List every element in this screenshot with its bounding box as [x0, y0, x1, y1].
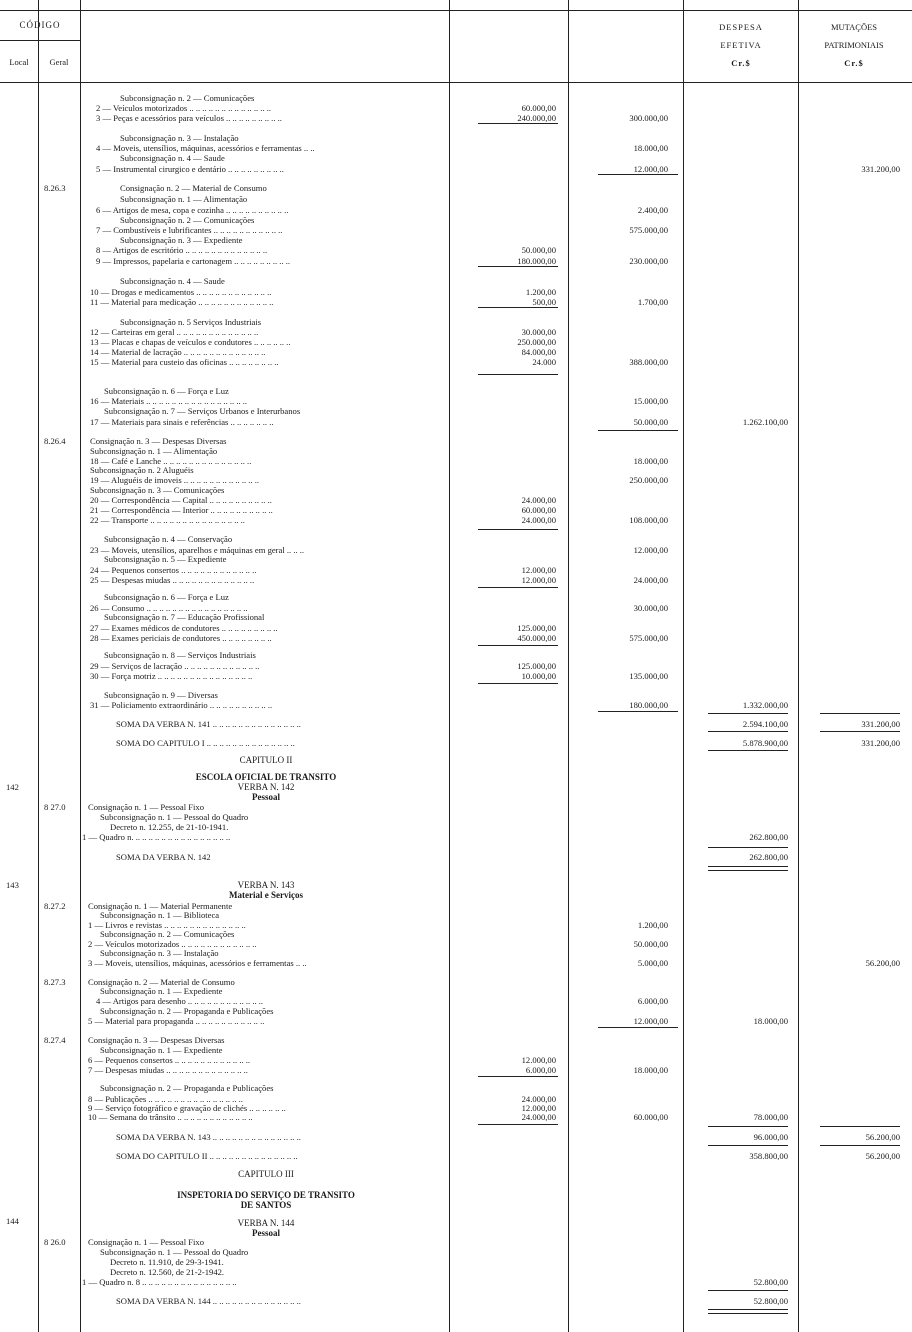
row-description: 6 — Artigos de mesa, copa e cozinha .. .. .. .. .. .. .. .. .. ..: [96, 205, 289, 215]
row-description: 7 — Despesas miudas .. .. .. .. .. .. .. .. .. .. .. .. ..: [88, 1065, 248, 1075]
row-item-value: 24.000,00: [521, 495, 556, 505]
row-description: SOMA DA VERBA N. 143 .. .. .. .. .. .. .. .. .. .. .. .. .. ..: [116, 1132, 301, 1142]
row-despesa-value: 78.000,00: [753, 1112, 788, 1122]
row-item-value: 24.000,00: [521, 515, 556, 525]
row-item-value: 12.000,00: [521, 1055, 556, 1065]
section-title: CAPITULO III: [238, 1169, 294, 1179]
row-description: Subconsignação n. 1 — Expediente: [100, 986, 223, 996]
row-description: Consignação n. 1 — Material Permanente: [88, 901, 233, 911]
row-description: 24 — Pequenos consertos .. .. .. .. .. .. .. .. .. .. .. ..: [90, 565, 257, 575]
row-description: 22 — Transporte .. .. .. .. .. .. .. .. .. .. .. .. .. .. ..: [90, 515, 245, 525]
row-description: Subconsignação n. 1 — Alimentação: [120, 194, 248, 204]
row-subtotal-value: 575.000,00: [629, 633, 668, 643]
subtotal-rule: [820, 1126, 900, 1127]
row-subtotal-value: 18.000,00: [633, 456, 668, 466]
row-subtotal-value: 575.000,00: [629, 225, 668, 235]
row-subtotal-value: 1.200,00: [637, 920, 668, 930]
row-description: 23 — Moveis, utensílios, aparelhos e máquinas em geral .. .. ..: [90, 545, 305, 555]
row-mutacoes-value: 56.200,00: [865, 1151, 900, 1161]
row-description: 4 — Moveis, utensílios, máquinas, acessórios e ferramentas .. ..: [96, 143, 315, 153]
subtotal-rule: [708, 1313, 788, 1314]
header-mutacoes-2: PATRIMONIAIS: [824, 40, 884, 50]
row-description: SOMA DA VERBA N. 141 .. .. .. .. .. .. .. .. .. .. .. .. .. ..: [116, 719, 301, 729]
row-subtotal-value: 50.000,00: [633, 939, 668, 949]
row-subtotal-value: 12.000,00: [633, 545, 668, 555]
row-item-value: 125.000,00: [517, 661, 556, 671]
row-despesa-value: 1.262.100,00: [742, 417, 788, 427]
row-item-value: 250.000,00: [517, 337, 556, 347]
row-description: 9 — Serviço fotográfico e gravação de clichés .. .. .. .. .. ..: [88, 1103, 286, 1113]
row-description: Subconsignação n. 3 — Expediente: [120, 235, 243, 245]
row-geral-code: 8.26.4: [44, 436, 66, 446]
ledger-row: [0, 1112, 912, 1123]
row-subtotal-value: 15.000,00: [633, 396, 668, 406]
row-description: 29 — Serviços de lacração .. .. .. .. .. .. .. .. .. .. .. ..: [90, 661, 260, 671]
ledger-row: [0, 297, 912, 308]
row-description: 6 — Pequenos consertos .. .. .. .. .. .. .. .. .. .. .. ..: [88, 1055, 251, 1065]
local-code: 142: [6, 782, 19, 792]
row-subtotal-value: 18.000,00: [633, 1065, 668, 1075]
row-mutacoes-value: 331.200,00: [861, 164, 900, 174]
row-description: 15 — Material para custeio das oficinas .. .. .. .. .. .. .. ..: [90, 357, 279, 367]
row-description: 11 — Material para medicação .. .. .. .. .. .. .. .. .. .. .. ..: [90, 297, 274, 307]
subtotal-rule: [708, 847, 788, 848]
row-description: 8 — Publicações .. .. .. .. .. .. .. .. .. .. .. .. .. .. ..: [88, 1094, 243, 1104]
row-item-value: 1.200,00: [525, 287, 556, 297]
ledger-row: [0, 245, 912, 256]
row-description: Consignação n. 2 — Material de Consumo: [88, 977, 235, 987]
row-despesa-value: 52.800,00: [753, 1296, 788, 1306]
row-description: 7 — Combustíveis e lubrificantes .. .. .. .. .. .. .. .. .. .. ..: [96, 225, 283, 235]
row-item-value: 12.000,00: [521, 1103, 556, 1113]
row-subtotal-value: 60.000,00: [633, 1112, 668, 1122]
row-description: 3 — Moveis, utensílios, máquinas, acessórios e ferramentas .. ..: [88, 958, 307, 968]
row-item-value: 450.000,00: [517, 633, 556, 643]
ledger-row: [0, 575, 912, 586]
ledger-row: [0, 1132, 912, 1143]
ledger-row: [0, 852, 912, 863]
subtotal-rule: [708, 731, 788, 732]
subtotal-rule: [820, 1145, 900, 1146]
row-item-value: 60.000,00: [521, 505, 556, 515]
row-description: 1 — Quadro n. .. .. .. .. .. .. .. .. .. .. .. .. .. .. ..: [82, 832, 231, 842]
row-description: Subconsignação n. 5 — Expediente: [104, 554, 227, 564]
row-description: 5 — Instrumental cirurgico e dentário .. .. .. .. .. .. .. .. ..: [96, 164, 284, 174]
row-description: SOMA DA VERBA N. 142: [116, 852, 211, 862]
row-subtotal-value: 300.000,00: [629, 113, 668, 123]
row-despesa-value: 52.800,00: [753, 1277, 788, 1287]
row-despesa-value: 18.000,00: [753, 1016, 788, 1026]
row-subtotal-value: 135.000,00: [629, 671, 668, 681]
row-description: 2 — Veículos motorizados .. .. .. .. .. .. .. .. .. .. .. .. ..: [96, 103, 272, 113]
row-subtotal-value: 1.700,00: [637, 297, 668, 307]
section-title: VERBA N. 142: [237, 782, 295, 792]
row-description: Consignação n. 1 — Pessoal Fixo: [88, 802, 205, 812]
row-description: 3 — Peças e acessórios para veículos .. .. .. .. .. .. .. .. ..: [96, 113, 282, 123]
row-description: Consignação n. 1 — Pessoal Fixo: [88, 1237, 205, 1247]
row-subtotal-value: 12.000,00: [633, 1016, 668, 1026]
row-item-value: 6.000,00: [525, 1065, 556, 1075]
row-item-value: 12.000,00: [521, 575, 556, 585]
subtotal-rule: [478, 529, 558, 530]
row-geral-code: 8.27.2: [44, 901, 66, 911]
header-mutacoes-1: MUTAÇÕES: [830, 22, 878, 32]
row-description: 4 — Artigos para desenho .. .. .. .. .. .. .. .. .. .. .. ..: [96, 996, 264, 1006]
row-subtotal-value: 250.000,00: [629, 475, 668, 485]
header-despesa-1: DESPESA: [719, 22, 763, 32]
ledger-row: [0, 700, 912, 711]
subtotal-rule: [478, 307, 558, 308]
row-description: Subconsignação n. 1 — Alimentação: [90, 446, 218, 456]
row-item-value: 24.000,00: [521, 1094, 556, 1104]
row-description: Subconsignação n. 4 — Saude: [120, 153, 225, 163]
local-code: 144: [6, 1216, 19, 1226]
ledger-row: [0, 1151, 912, 1162]
subtotal-rule: [598, 1027, 678, 1028]
header-despesa-3: Cr.$: [731, 58, 751, 68]
ledger-row: [0, 153, 912, 164]
row-description: Subconsignação n. 2 Aluguéis: [90, 465, 194, 475]
row-description: 27 — Exames médicos de condutores .. .. .. .. .. .. .. .. ..: [90, 623, 278, 633]
ledger-row: [0, 633, 912, 644]
row-geral-code: 8 26.0: [44, 1237, 66, 1247]
ledger-row: [0, 650, 912, 661]
subtotal-rule: [478, 1124, 558, 1125]
row-geral-code: 8.26.3: [44, 183, 66, 193]
row-description: Subconsignação n. 2 — Comunicações: [100, 929, 235, 939]
row-description: 31 — Policiamento extraordinário .. .. .. .. .. .. .. .. .. ..: [90, 700, 273, 710]
row-item-value: 240.000,00: [517, 113, 556, 123]
ledger-row: [0, 554, 912, 565]
section-title: INSPETORIA DO SERVIÇO DE TRANSITO: [177, 1190, 355, 1200]
ledger-row: [0, 719, 912, 730]
row-subtotal-value: 50.000,00: [633, 417, 668, 427]
ledger-row: [0, 1016, 912, 1027]
row-subtotal-value: 180.000,00: [629, 700, 668, 710]
row-description: 10 — Semana do trânsito .. .. .. .. .. .. .. .. .. .. .. ..: [88, 1112, 253, 1122]
row-description: 10 — Drogas e medicamentos .. .. .. .. .. .. .. .. .. .. .. ..: [90, 287, 272, 297]
ledger-row: [0, 1277, 912, 1288]
row-subtotal-value: 108.000,00: [629, 515, 668, 525]
ledger-row: [0, 958, 912, 969]
row-despesa-value: 262.800,00: [749, 852, 788, 862]
row-despesa-value: 358.800,00: [749, 1151, 788, 1161]
section-title: ESCOLA OFICIAL DE TRANSITO: [195, 772, 337, 782]
row-mutacoes-value: 56.200,00: [865, 958, 900, 968]
subtotal-rule: [708, 713, 788, 714]
subtotal-rule: [478, 374, 558, 375]
row-item-value: 24.000: [532, 357, 556, 367]
section-title: DE SANTOS: [240, 1200, 292, 1210]
row-subtotal-value: 388.000,00: [629, 357, 668, 367]
subtotal-rule: [708, 870, 788, 871]
row-item-value: 500,00: [532, 297, 556, 307]
row-description: Subconsignação n. 1 — Expediente: [100, 1045, 223, 1055]
header-local: Local: [9, 57, 29, 67]
row-despesa-value: 96.000,00: [753, 1132, 788, 1142]
row-description: 19 — Aluguéis de imoveis .. .. .. .. .. .. .. .. .. .. .. ..: [90, 475, 260, 485]
header-codigo: CÓDIGO: [19, 20, 61, 30]
ledger-row: [0, 1083, 912, 1094]
ledger-row: [0, 738, 912, 749]
subtotal-rule: [708, 866, 788, 867]
row-subtotal-value: 12.000,00: [633, 164, 668, 174]
row-description: Decreto n. 12.560, de 21-2-1942.: [110, 1267, 225, 1277]
row-mutacoes-value: 56.200,00: [865, 1132, 900, 1142]
subtotal-rule: [598, 430, 678, 431]
row-description: 17 — Materiais para sinais e referências .. .. .. .. .. .. ..: [90, 417, 274, 427]
ledger-row: [0, 1296, 912, 1307]
row-subtotal-value: 230.000,00: [629, 256, 668, 266]
header-geral: Geral: [49, 57, 69, 67]
row-item-value: 50.000,00: [521, 245, 556, 255]
row-description: 18 — Café e Lanche .. .. .. .. .. .. .. .. .. .. .. .. .. ..: [90, 456, 252, 466]
row-description: Subconsignação n. 7 — Educação Profissional: [104, 612, 265, 622]
ledger-row: [0, 1065, 912, 1076]
row-description: Consignação n. 3 — Despesas Diversas: [90, 436, 227, 446]
subtotal-rule: [478, 1076, 558, 1077]
row-description: Subconsignação n. 2 — Propaganda e Publicações: [100, 1006, 274, 1016]
header-rule-codigo: [0, 40, 80, 41]
row-item-value: 10.000,00: [521, 671, 556, 681]
row-subtotal-value: 5.000,00: [637, 958, 668, 968]
subtotal-rule: [598, 174, 678, 175]
section-title: Pessoal: [252, 792, 280, 802]
ledger-row: [0, 194, 912, 205]
row-item-value: 180.000,00: [517, 256, 556, 266]
ledger-row: [0, 113, 912, 124]
section-title: VERBA N. 143: [237, 880, 295, 890]
row-subtotal-value: 18.000,00: [633, 143, 668, 153]
row-geral-code: 8.27.4: [44, 1035, 66, 1045]
row-description: Subconsignação n. 3 — Instalação: [120, 133, 239, 143]
subtotal-rule: [478, 123, 558, 124]
subtotal-rule: [820, 731, 900, 732]
section-title: VERBA N. 144: [237, 1218, 295, 1228]
row-description: 14 — Material de lacração .. .. .. .. .. .. .. .. .. .. .. .. ..: [90, 347, 266, 357]
row-item-value: 125.000,00: [517, 623, 556, 633]
ledger-row: [0, 256, 912, 267]
local-code: 143: [6, 880, 19, 890]
row-description: Subconsignação n. 5 Serviços Industriais: [120, 317, 262, 327]
row-description: 20 — Correspondência — Capital .. .. .. .. .. .. .. .. .. ..: [90, 495, 272, 505]
row-description: 9 — Impressos, papelaria e cartonagem .. .. .. .. .. .. .. .. ..: [96, 256, 291, 266]
row-description: Consignação n. 2 — Material de Consumo: [120, 183, 267, 193]
row-description: Subconsignação n. 2 — Comunicações: [120, 215, 255, 225]
ledger-row: [0, 671, 912, 682]
row-item-value: 60.000,00: [521, 103, 556, 113]
row-description: 25 — Despesas miudas .. .. .. .. .. .. .. .. .. .. .. .. ..: [90, 575, 255, 585]
row-item-value: 12.000,00: [521, 565, 556, 575]
row-despesa-value: 1.332.000,00: [742, 700, 788, 710]
row-description: Subconsignação n. 8 — Serviços Industriais: [104, 650, 256, 660]
row-description: SOMA DA VERBA N. 144 .. .. .. .. .. .. .. .. .. .. .. .. .. ..: [116, 1296, 301, 1306]
ledger-row: [0, 164, 912, 175]
row-description: 2 — Veículos motorizados .. .. .. .. .. .. .. .. .. .. .. ..: [88, 939, 257, 949]
header-mutacoes-3: Cr.$: [844, 58, 864, 68]
subtotal-rule: [708, 750, 788, 751]
subtotal-rule: [708, 1309, 788, 1310]
ledger-row: [0, 357, 912, 368]
ledger-row: [0, 417, 912, 428]
ledger-row: [0, 183, 912, 194]
ledger-row: [0, 592, 912, 603]
row-description: 5 — Material para propaganda .. .. .. .. .. .. .. .. .. .. ..: [88, 1016, 265, 1026]
row-description: Subconsignação n. 3 — Comunicações: [90, 485, 225, 495]
ledger-row: [0, 515, 912, 526]
subtotal-rule: [478, 266, 558, 267]
subtotal-rule: [708, 1145, 788, 1146]
row-description: 26 — Consumo .. .. .. .. .. .. .. .. .. .. .. .. .. .. .. ..: [90, 603, 248, 613]
row-description: Subconsignação n. 1 — Pessoal do Quadro: [100, 812, 249, 822]
row-description: 12 — Carteiras em geral .. .. .. .. .. .. .. .. .. .. .. .. ..: [90, 327, 259, 337]
row-description: Subconsignação n. 4 — Conservação: [104, 534, 233, 544]
row-mutacoes-value: 331.200,00: [861, 738, 900, 748]
row-item-value: 24.000,00: [521, 1112, 556, 1122]
subtotal-rule: [478, 683, 558, 684]
row-description: Subconsignação n. 2 — Comunicações: [120, 93, 255, 103]
row-description: 30 — Força motriz .. .. .. .. .. .. .. .. .. .. .. .. .. .. ..: [90, 671, 253, 681]
row-description: 1 — Livros e revistas .. .. .. .. .. .. .. .. .. .. .. .. ..: [88, 920, 246, 930]
ledger-row: [0, 276, 912, 287]
subtotal-rule: [478, 587, 558, 588]
ledger-row: [0, 534, 912, 545]
row-description: Decreto n. 11.910, de 29-3-1941.: [110, 1257, 224, 1267]
row-despesa-value: 2.594.100,00: [742, 719, 788, 729]
subtotal-rule: [708, 1290, 788, 1291]
row-description: Subconsignação n. 1 — Pessoal do Quadro: [100, 1247, 249, 1257]
row-description: 13 — Placas e chapas de veículos e condutores .. .. .. .. .. ..: [90, 337, 291, 347]
row-description: 28 — Exames periciais de condutores .. .. .. .. .. .. .. ..: [90, 633, 272, 643]
section-title: Pessoal: [252, 1228, 280, 1238]
row-description: 1 — Quadro n. 8 .. .. .. .. .. .. .. .. .. .. .. .. .. .. ..: [82, 1277, 237, 1287]
section-title: Material e Serviços: [229, 890, 303, 900]
row-subtotal-value: 24.000,00: [633, 575, 668, 585]
row-description: Subconsignação n. 6 — Força e Luz: [104, 592, 229, 602]
subtotal-rule: [478, 645, 558, 646]
row-geral-code: 8 27.0: [44, 802, 66, 812]
row-description: 21 — Correspondência — Interior .. .. .. .. .. .. .. .. .. ..: [90, 505, 273, 515]
row-item-value: 30.000,00: [521, 327, 556, 337]
ledger-row: [0, 406, 912, 417]
subtotal-rule: [708, 1126, 788, 1127]
row-description: SOMA DO CAPITULO I .. .. .. .. .. .. .. .. .. .. .. .. .. ..: [116, 738, 295, 748]
row-subtotal-value: 30.000,00: [633, 603, 668, 613]
row-description: Subconsignação n. 2 — Propaganda e Publicações: [100, 1083, 274, 1093]
ledger-row: [0, 832, 912, 843]
header-rule-top: [0, 10, 912, 11]
row-geral-code: 8.27.3: [44, 977, 66, 987]
subtotal-rule: [820, 713, 900, 714]
row-despesa-value: 5.878.900,00: [742, 738, 788, 748]
ledger-row: [0, 612, 912, 623]
section-title: CAPITULO II: [239, 755, 293, 765]
row-description: 8 — Artigos de escritório .. .. .. .. .. .. .. .. .. .. .. .. ..: [96, 245, 268, 255]
row-mutacoes-value: 331.200,00: [861, 719, 900, 729]
row-description: Subconsignação n. 1 — Biblioteca: [100, 910, 220, 920]
row-description: Decreto n. 12.255, de 21-10-1941.: [110, 822, 229, 832]
row-item-value: 84.000,00: [521, 347, 556, 357]
subtotal-rule: [598, 711, 678, 712]
row-description: Subconsignação n. 7 — Serviços Urbanos e Interurbanos: [104, 406, 301, 416]
row-description: Consignação n. 3 — Despesas Diversas: [88, 1035, 225, 1045]
row-description: Subconsignação n. 3 — Instalação: [100, 948, 219, 958]
row-subtotal-value: 6.000,00: [637, 996, 668, 1006]
row-despesa-value: 262.800,00: [749, 832, 788, 842]
header-rule-bottom: [0, 82, 912, 83]
row-description: Subconsignação n. 9 — Diversas: [104, 690, 218, 700]
row-subtotal-value: 2.400,00: [637, 205, 668, 215]
row-description: Subconsignação n. 6 — Força e Luz: [104, 386, 229, 396]
row-description: 16 — Materiais .. .. .. .. .. .. .. .. .. .. .. .. .. .. .. ..: [90, 396, 248, 406]
header-despesa-2: EFETIVA: [720, 40, 762, 50]
row-description: Subconsignação n. 4 — Saude: [120, 276, 225, 286]
row-description: SOMA DO CAPITULO II .. .. .. .. .. .. .. .. .. .. .. .. .. ..: [116, 1151, 298, 1161]
